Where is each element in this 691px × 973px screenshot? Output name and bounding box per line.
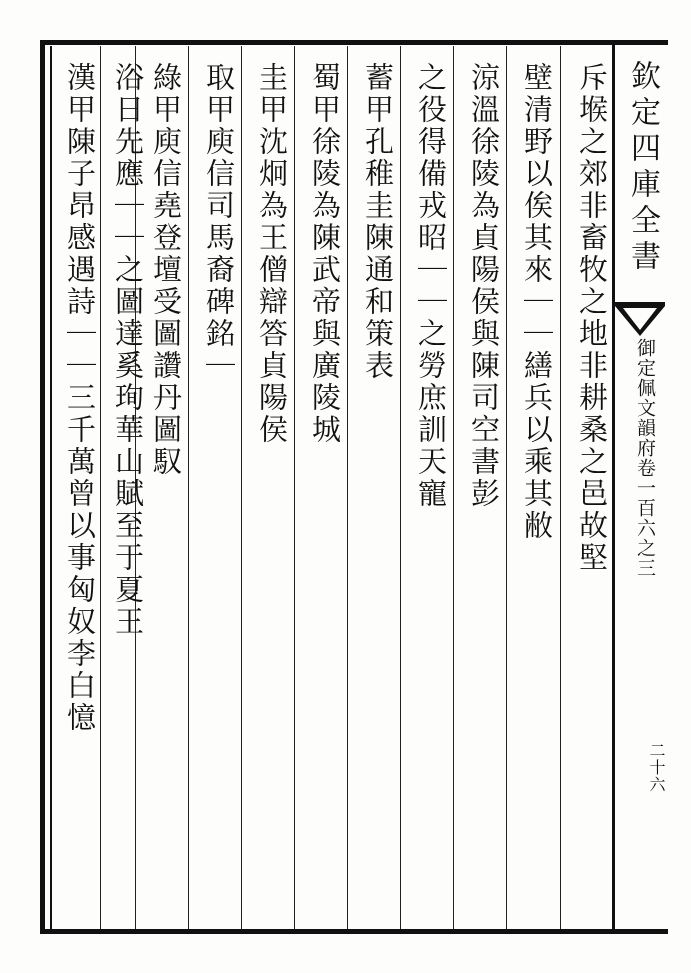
column-text: 取甲庾信司馬裔碑銘｜ [202,62,236,382]
column-text: 之役得備戎昭｜｜之勞庶訓天寵 [414,62,448,510]
text-column-7 [248,62,296,922]
frame-border-left [40,40,45,934]
book-title: 欽定四庫全書 [625,60,660,276]
column-text: 浴日先應｜｜之圖達奚珣華山賦至于夏王 [111,62,145,638]
text-column-6 [301,62,349,922]
column-text: 圭甲沈炯為王僧辯答貞陽侯 [255,62,289,446]
text-column-8 [195,62,243,922]
page-number: 二十六 [647,742,666,793]
text-column-2 [513,62,561,922]
fishtail-mark-icon [615,300,665,340]
frame-border-top [40,40,668,45]
volume-subtitle: 御定佩文韻府卷一百六之三 [634,338,656,578]
text-column-1 [568,62,616,922]
text-column-4 [407,62,455,922]
text-column-10 [104,62,152,922]
column-text: 涼溫徐陵為貞陽侯與陳司空書彭 [467,62,501,510]
column-text: 斥堠之郊非畜牧之地非耕桑之邑故堅 [575,62,609,574]
column-text: 壁清野以俟其來｜｜繕兵以乘其敝 [520,62,554,542]
column-text: 蓄甲孔稚圭陳通和策表 [361,62,395,382]
frame-border-left-inner [50,46,52,929]
text-column-11 [56,62,104,922]
text-column-5 [354,62,402,922]
frame-border-bottom [40,929,668,934]
column-text: 蜀甲徐陵為陳武帝與廣陵城 [308,62,342,446]
text-column-3 [460,62,508,922]
column-text: 漢甲陳子昂感遇詩｜｜三千萬曾以事匈奴李白憶 [63,62,97,734]
column-text: 綠甲庾信堯登壇受圖讚丹圖馭 [149,62,183,478]
